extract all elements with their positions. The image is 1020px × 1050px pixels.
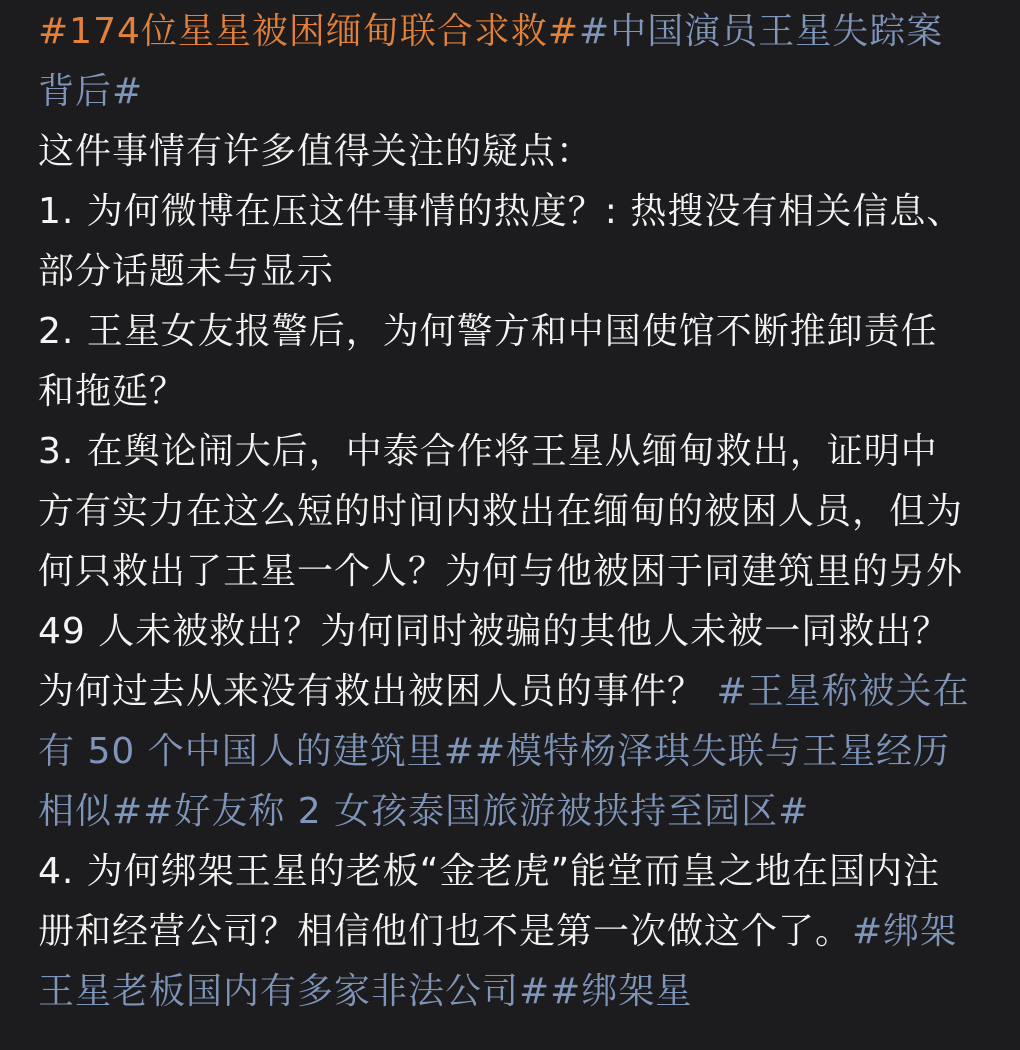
point-1: 1. 为何微博在压这件事情的热度？: 热搜没有相关信息、部分话题未与显示 bbox=[38, 191, 964, 292]
point-3 bbox=[38, 422, 970, 842]
point-3-text: 3. 在舆论闹大后，中泰合作将王星从缅甸救出，证明中方有实力在这么短的时间内救出在缅甸的被困人员，但为何只救出了王星一个人？为何与他被困于同建筑里的另外 49 人未被救出？为何同时被骗的其他人未被一同救出？为何过去从来没有救出被困人员的事件？ bbox=[38, 431, 964, 712]
hashtag-50-chinese-building[interactable]: #王星称被关在有 50 个中国人的建筑里# bbox=[38, 671, 970, 772]
hashtag-174-stars-trapped[interactable]: #174位星星被困缅甸联合求救# bbox=[38, 11, 580, 52]
point-2: 2. 王星女友报警后，为何警方和中国使馆不断推卸责任和拖延？ bbox=[38, 311, 938, 412]
point-4-text: 4. 为何绑架王星的老板“金老虎”能堂而皇之地在国内注册和经营公司？相信他们也不是第一次做这个了。 bbox=[38, 851, 941, 952]
hashtag-wang-xing-missing[interactable]: #中国演员王星失踪案背后# bbox=[38, 11, 944, 112]
hashtag-illegal-companies[interactable]: #绑架王星老板国内有多家非法公司# bbox=[38, 911, 958, 1012]
hashtag-kidnap-partial[interactable]: #绑架星 bbox=[550, 971, 693, 1012]
hashtag-model-yang-zeqi[interactable]: #模特杨泽琪失联与王星经历相似# bbox=[38, 731, 951, 832]
post-intro: 这件事情有许多值得关注的疑点： bbox=[38, 131, 594, 172]
post-header bbox=[38, 2, 970, 122]
hashtag-girls-abducted[interactable]: #好友称 2 女孩泰国旅游被挟持至园区# bbox=[143, 791, 810, 832]
point-4 bbox=[38, 842, 970, 1022]
